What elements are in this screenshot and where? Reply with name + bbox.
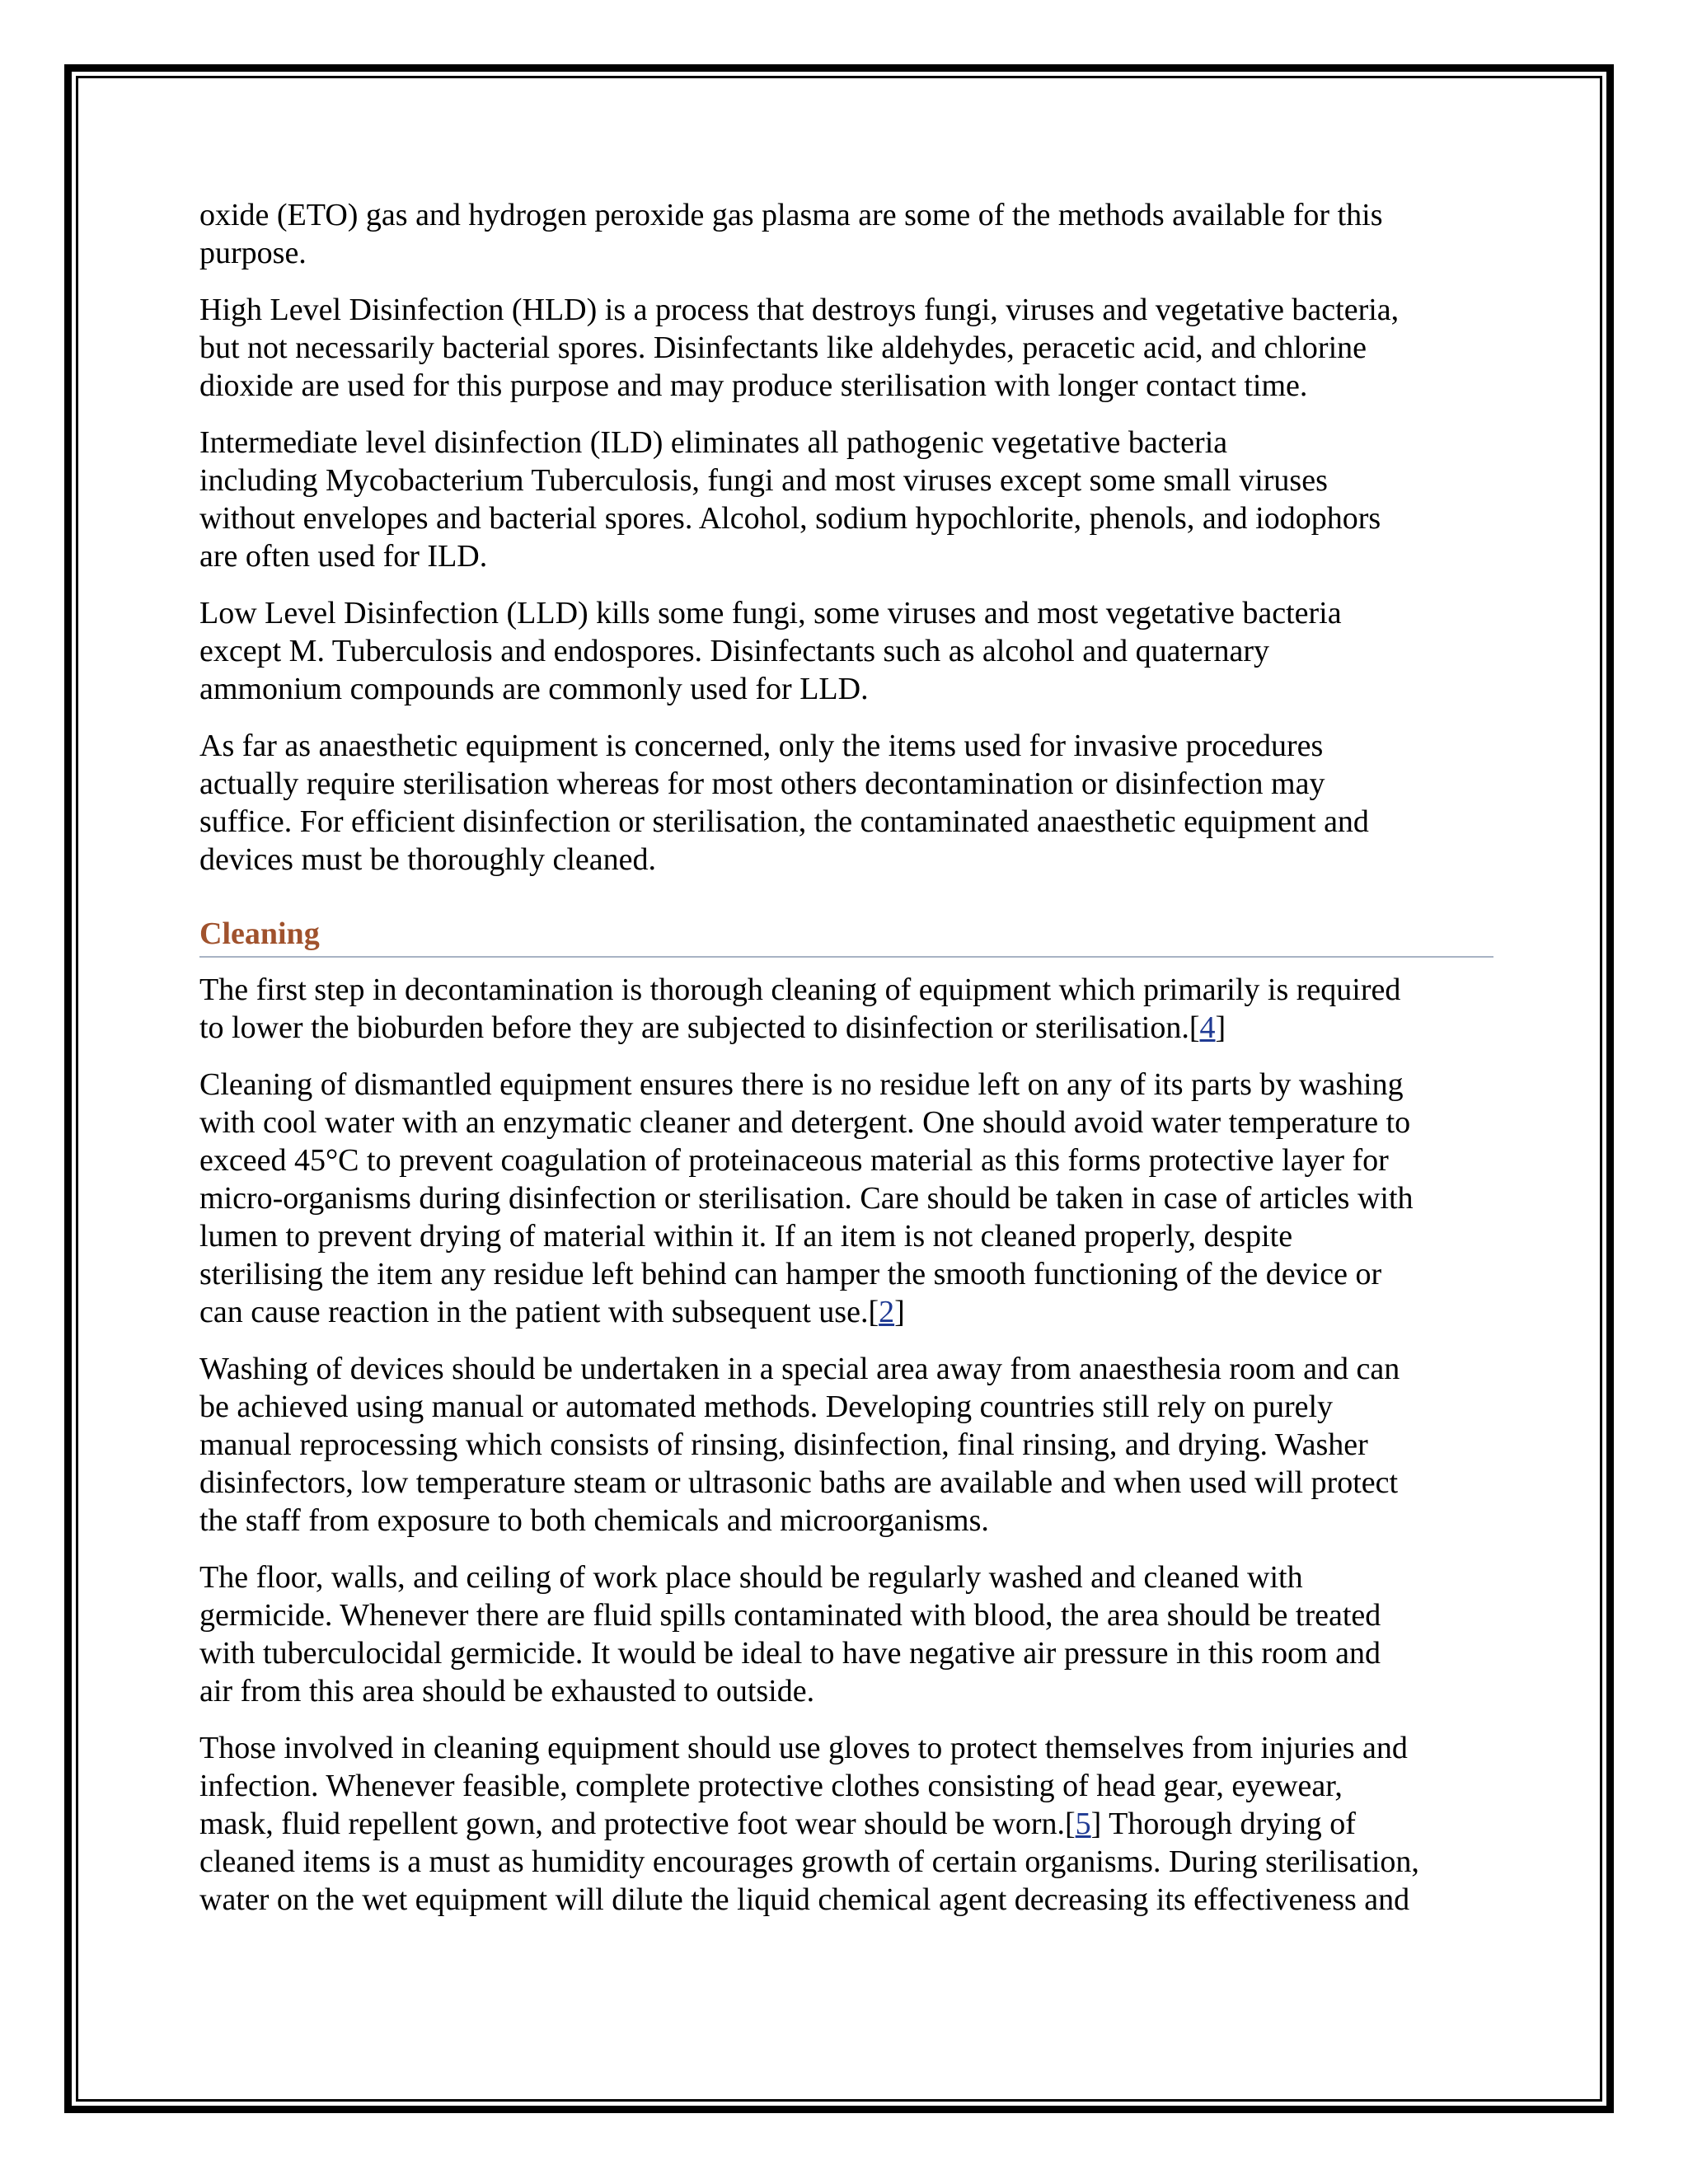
text-line: but not necessarily bacterial spores. Disinfectants like aldehydes, peracetic acid, and chlorine	[199, 330, 1367, 365]
text-line: purpose.	[199, 236, 307, 270]
paragraph-washing-devices	[199, 1350, 1493, 1540]
text-line: Washing of devices should be undertaken in a special area away from anaesthesia room and can	[199, 1352, 1400, 1386]
paragraph-work-place	[199, 1558, 1493, 1710]
text-line: ammonium compounds are commonly used for LLD.	[199, 672, 869, 706]
paragraph-lld	[199, 594, 1493, 708]
text-line: the staff from exposure to both chemicals and microorganisms.	[199, 1503, 989, 1538]
text-line: disinfectors, low temperature steam or ultrasonic baths are available and when used will protect	[199, 1465, 1399, 1500]
text-run: mask, fluid repellent gown, and protective foot wear should be worn.[	[199, 1807, 1076, 1841]
text-line: dioxide are used for this purpose and may produce sterilisation with longer contact time.	[199, 368, 1308, 403]
text-line: with tuberculocidal germicide. It would be ideal to have negative air pressure in this room and	[199, 1636, 1381, 1671]
text-line: devices must be thoroughly cleaned.	[199, 842, 657, 877]
text-line: except M. Tuberculosis and endospores. Disinfectants such as alcohol and quaternary	[199, 634, 1270, 668]
text-run: can cause reaction in the patient with subsequent use.[	[199, 1295, 879, 1329]
text-line: germicide. Whenever there are fluid spills contaminated with blood, the area should be treated	[199, 1598, 1381, 1633]
text-line: including Mycobacterium Tuberculosis, fungi and most viruses except some small viruses	[199, 463, 1328, 498]
text-line: Intermediate level disinfection (ILD) eliminates all pathogenic vegetative bacteria	[199, 425, 1228, 460]
text-line	[199, 1009, 1493, 1047]
text-line: The floor, walls, and ceiling of work place should be regularly washed and cleaned with	[199, 1560, 1303, 1595]
reference-link-5[interactable]: 5	[1075, 1807, 1091, 1841]
text-run: ]	[894, 1295, 905, 1329]
text-line: micro-organisms during disinfection or sterilisation. Care should be taken in case of articles with	[199, 1181, 1414, 1216]
document-body	[199, 196, 1493, 1938]
reference-link-4[interactable]: 4	[1199, 1010, 1216, 1045]
text-line: High Level Disinfection (HLD) is a process that destroys fungi, viruses and vegetative bacteria,	[199, 293, 1400, 327]
text-line: suffice. For efficient disinfection or sterilisation, the contaminated anaesthetic equipment and	[199, 804, 1369, 839]
text-line: As far as anaesthetic equipment is concerned, only the items used for invasive procedures	[199, 729, 1324, 763]
text-line: be achieved using manual or automated methods. Developing countries still rely on purely	[199, 1390, 1334, 1424]
paragraph-dismantled-equipment	[199, 1066, 1493, 1331]
text-line: The first step in decontamination is thorough cleaning of equipment which primarily is required	[199, 972, 1401, 1007]
paragraph-protective-clothing	[199, 1729, 1493, 1919]
text-line: air from this area should be exhausted to outside.	[199, 1674, 815, 1708]
text-line	[199, 1293, 1493, 1331]
text-run: to lower the bioburden before they are subjected to disinfection or sterilisation.[	[199, 1010, 1200, 1045]
paragraph-first-step	[199, 971, 1493, 1047]
text-line: with cool water with an enzymatic cleaner and detergent. One should avoid water temperature to	[199, 1105, 1411, 1140]
text-line: sterilising the item any residue left behind can hamper the smooth functioning of the device or	[199, 1257, 1382, 1291]
paragraph-hld	[199, 291, 1493, 405]
paragraph-anaesthetic-equipment	[199, 727, 1493, 879]
section-heading-cleaning: Cleaning	[199, 898, 1493, 958]
text-line: water on the wet equipment will dilute the liquid chemical agent decreasing its effectiveness and	[199, 1882, 1410, 1917]
text-line: infection. Whenever feasible, complete protective clothes consisting of head gear, eyewear,	[199, 1769, 1343, 1803]
paragraph-ild	[199, 424, 1493, 575]
text-line: without envelopes and bacterial spores. Alcohol, sodium hypochlorite, phenols, and iodophors	[199, 501, 1381, 536]
text-line	[199, 1805, 1493, 1843]
text-line: oxide (ETO) gas and hydrogen peroxide gas plasma are some of the methods available for this	[199, 198, 1383, 232]
text-line: lumen to prevent drying of material within it. If an item is not cleaned properly, despite	[199, 1219, 1293, 1254]
text-line: Those involved in cleaning equipment should use gloves to protect themselves from injuries and	[199, 1731, 1408, 1765]
text-line: exceed 45°C to prevent coagulation of proteinaceous material as this forms protective layer for	[199, 1143, 1389, 1178]
text-run: ]	[1215, 1010, 1226, 1045]
text-line: Low Level Disinfection (LLD) kills some fungi, some viruses and most vegetative bacteria	[199, 596, 1342, 630]
text-line: are often used for ILD.	[199, 539, 488, 574]
text-line: actually require sterilisation whereas for most others decontamination or disinfection may	[199, 766, 1325, 801]
text-run: ] Thorough drying of	[1090, 1807, 1356, 1841]
text-line: Cleaning of dismantled equipment ensures there is no residue left on any of its parts by washing	[199, 1067, 1404, 1102]
reference-link-2[interactable]: 2	[879, 1295, 895, 1329]
paragraph-eto-methods	[199, 196, 1493, 272]
text-line: cleaned items is a must as humidity encourages growth of certain organisms. During sterilisation,	[199, 1844, 1419, 1879]
text-line: manual reprocessing which consists of rinsing, disinfection, final rinsing, and drying. Washer	[199, 1427, 1368, 1462]
